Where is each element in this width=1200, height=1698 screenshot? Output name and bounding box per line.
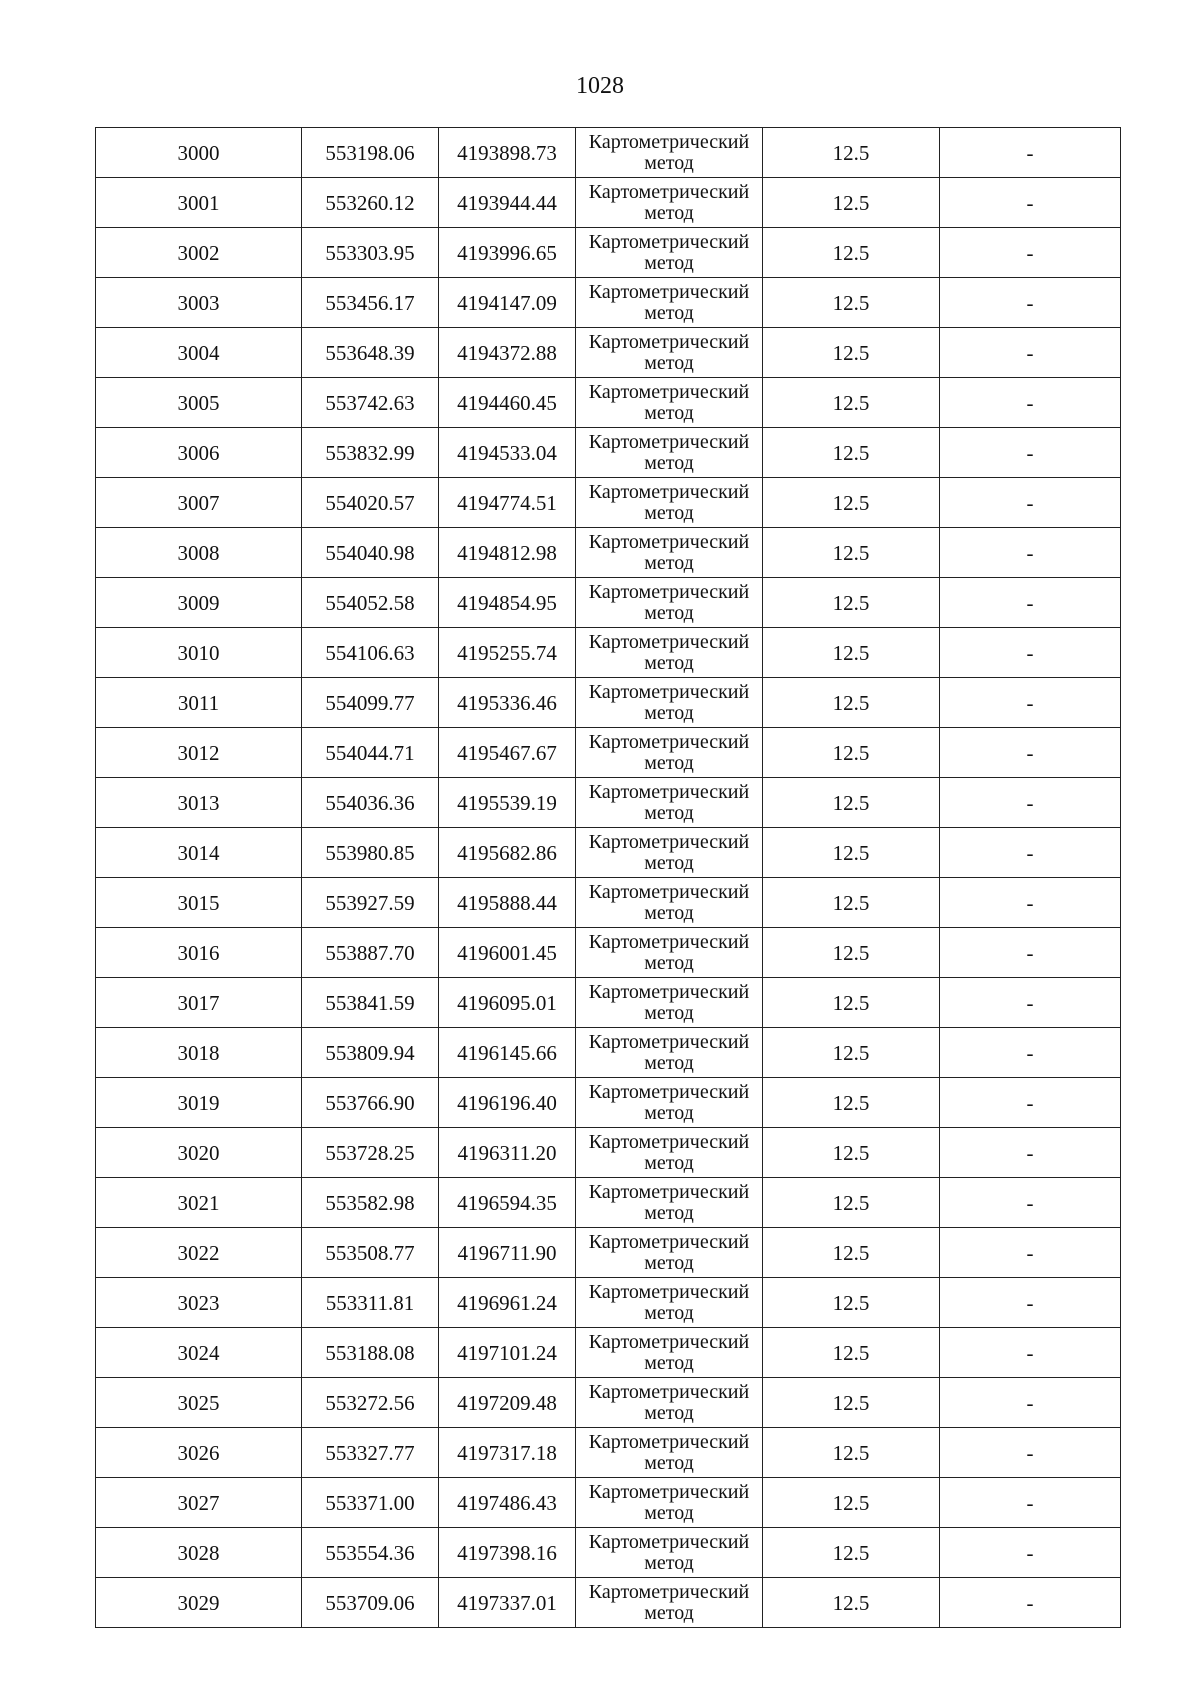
- x-coordinate-cell: 553188.08: [302, 1328, 439, 1378]
- table-row: [96, 1428, 1121, 1478]
- x-coordinate-cell: 553648.39: [302, 328, 439, 378]
- method-line-2: метод: [644, 1251, 694, 1274]
- y-coordinate-cell: 4194812.98: [439, 528, 576, 578]
- accuracy-cell: 12.5: [763, 1528, 940, 1578]
- method-line-2: метод: [644, 1101, 694, 1124]
- method-cell: [576, 328, 763, 378]
- table-row: [96, 578, 1121, 628]
- method-line-2: метод: [644, 1401, 694, 1424]
- y-coordinate-cell: 4196095.01: [439, 978, 576, 1028]
- method-line-1: Картометрический: [588, 1080, 750, 1103]
- accuracy-cell: 12.5: [763, 1278, 940, 1328]
- point-number-cell: 3004: [96, 328, 302, 378]
- note-cell: -: [940, 378, 1121, 428]
- method-cell: [576, 1328, 763, 1378]
- point-number-cell: 3010: [96, 628, 302, 678]
- method-line-1: Картометрический: [588, 1580, 750, 1603]
- x-coordinate-cell: 553311.81: [302, 1278, 439, 1328]
- y-coordinate-cell: 4195336.46: [439, 678, 576, 728]
- point-number-cell: 3028: [96, 1528, 302, 1578]
- method-cell: [576, 1128, 763, 1178]
- method-line-1: Картометрический: [588, 1430, 750, 1453]
- accuracy-cell: 12.5: [763, 1178, 940, 1228]
- table-row: [96, 828, 1121, 878]
- method-line-1: Картометрический: [588, 1030, 750, 1053]
- accuracy-cell: 12.5: [763, 778, 940, 828]
- method-line-2: метод: [644, 1151, 694, 1174]
- accuracy-cell: 12.5: [763, 878, 940, 928]
- table-row: [96, 328, 1121, 378]
- accuracy-cell: 12.5: [763, 428, 940, 478]
- method-line-1: Картометрический: [588, 330, 750, 353]
- y-coordinate-cell: 4195467.67: [439, 728, 576, 778]
- accuracy-cell: 12.5: [763, 1478, 940, 1528]
- accuracy-cell: 12.5: [763, 978, 940, 1028]
- point-number-cell: 3001: [96, 178, 302, 228]
- point-number-cell: 3026: [96, 1428, 302, 1478]
- point-number-cell: 3014: [96, 828, 302, 878]
- method-cell: [576, 1278, 763, 1328]
- method-line-1: Картометрический: [588, 530, 750, 553]
- x-coordinate-cell: 553303.95: [302, 228, 439, 278]
- y-coordinate-cell: 4194372.88: [439, 328, 576, 378]
- point-number-cell: 3011: [96, 678, 302, 728]
- method-line-2: метод: [644, 1001, 694, 1024]
- point-number-cell: 3027: [96, 1478, 302, 1528]
- method-line-2: метод: [644, 401, 694, 424]
- point-number-cell: 3015: [96, 878, 302, 928]
- method-line-1: Картометрический: [588, 1330, 750, 1353]
- x-coordinate-cell: 553582.98: [302, 1178, 439, 1228]
- accuracy-cell: 12.5: [763, 278, 940, 328]
- accuracy-cell: 12.5: [763, 1328, 940, 1378]
- accuracy-cell: 12.5: [763, 928, 940, 978]
- table-row: [96, 1178, 1121, 1228]
- method-cell: [576, 678, 763, 728]
- method-line-2: метод: [644, 1501, 694, 1524]
- y-coordinate-cell: 4194854.95: [439, 578, 576, 628]
- y-coordinate-cell: 4196594.35: [439, 1178, 576, 1228]
- x-coordinate-cell: 554036.36: [302, 778, 439, 828]
- point-number-cell: 3018: [96, 1028, 302, 1078]
- note-cell: -: [940, 178, 1121, 228]
- method-cell: [576, 278, 763, 328]
- x-coordinate-cell: 553728.25: [302, 1128, 439, 1178]
- y-coordinate-cell: 4195255.74: [439, 628, 576, 678]
- accuracy-cell: 12.5: [763, 378, 940, 428]
- note-cell: -: [940, 1428, 1121, 1478]
- method-line-1: Картометрический: [588, 180, 750, 203]
- table-row: [96, 1578, 1121, 1628]
- x-coordinate-cell: 553742.63: [302, 378, 439, 428]
- note-cell: -: [940, 778, 1121, 828]
- method-line-2: метод: [644, 1351, 694, 1374]
- method-cell: [576, 1178, 763, 1228]
- method-line-2: метод: [644, 1051, 694, 1074]
- note-cell: -: [940, 428, 1121, 478]
- note-cell: -: [940, 1078, 1121, 1128]
- y-coordinate-cell: 4197337.01: [439, 1578, 576, 1628]
- table-row: [96, 1278, 1121, 1328]
- method-line-1: Картометрический: [588, 1180, 750, 1203]
- accuracy-cell: 12.5: [763, 1078, 940, 1128]
- method-line-2: метод: [644, 751, 694, 774]
- note-cell: -: [940, 628, 1121, 678]
- accuracy-cell: 12.5: [763, 1228, 940, 1278]
- table-row: [96, 428, 1121, 478]
- x-coordinate-cell: 553980.85: [302, 828, 439, 878]
- method-line-1: Картометрический: [588, 1280, 750, 1303]
- table-row: [96, 1528, 1121, 1578]
- note-cell: -: [940, 1178, 1121, 1228]
- note-cell: -: [940, 1028, 1121, 1078]
- method-line-1: Картометрический: [588, 780, 750, 803]
- table-row: [96, 378, 1121, 428]
- method-cell: [576, 628, 763, 678]
- method-line-1: Картометрический: [588, 980, 750, 1003]
- note-cell: -: [940, 1578, 1121, 1628]
- point-number-cell: 3012: [96, 728, 302, 778]
- note-cell: -: [940, 578, 1121, 628]
- method-cell: [576, 478, 763, 528]
- point-number-cell: 3023: [96, 1278, 302, 1328]
- method-line-2: метод: [644, 601, 694, 624]
- accuracy-cell: 12.5: [763, 678, 940, 728]
- method-line-2: метод: [644, 1201, 694, 1224]
- method-line-1: Картометрический: [588, 580, 750, 603]
- page-number: 1028: [576, 73, 624, 99]
- method-cell: [576, 428, 763, 478]
- method-line-1: Картометрический: [588, 630, 750, 653]
- method-line-2: метод: [644, 451, 694, 474]
- method-line-2: метод: [644, 201, 694, 224]
- y-coordinate-cell: 4194774.51: [439, 478, 576, 528]
- method-cell: [576, 1378, 763, 1428]
- method-line-1: Картометрический: [588, 880, 750, 903]
- y-coordinate-cell: 4194460.45: [439, 378, 576, 428]
- accuracy-cell: 12.5: [763, 1128, 940, 1178]
- x-coordinate-cell: 553709.06: [302, 1578, 439, 1628]
- accuracy-cell: 12.5: [763, 478, 940, 528]
- table-row: [96, 478, 1121, 528]
- method-line-1: Картометрический: [588, 280, 750, 303]
- method-line-1: Картометрический: [588, 730, 750, 753]
- y-coordinate-cell: 4197317.18: [439, 1428, 576, 1478]
- point-number-cell: 3016: [96, 928, 302, 978]
- point-number-cell: 3009: [96, 578, 302, 628]
- y-coordinate-cell: 4195682.86: [439, 828, 576, 878]
- method-line-1: Картометрический: [588, 1480, 750, 1503]
- method-cell: [576, 928, 763, 978]
- accuracy-cell: 12.5: [763, 1578, 940, 1628]
- x-coordinate-cell: 553809.94: [302, 1028, 439, 1078]
- accuracy-cell: 12.5: [763, 828, 940, 878]
- table-row: [96, 928, 1121, 978]
- table-row: [96, 1478, 1121, 1528]
- accuracy-cell: 12.5: [763, 1378, 940, 1428]
- table-row: [96, 178, 1121, 228]
- x-coordinate-cell: 553327.77: [302, 1428, 439, 1478]
- method-line-2: метод: [644, 901, 694, 924]
- y-coordinate-cell: 4197209.48: [439, 1378, 576, 1428]
- method-line-1: Картометрический: [588, 1530, 750, 1553]
- method-cell: [576, 1228, 763, 1278]
- accuracy-cell: 12.5: [763, 228, 940, 278]
- method-cell: [576, 778, 763, 828]
- table-row: [96, 878, 1121, 928]
- table-row: [96, 1078, 1121, 1128]
- method-line-2: метод: [644, 1551, 694, 1574]
- x-coordinate-cell: 553508.77: [302, 1228, 439, 1278]
- x-coordinate-cell: 554052.58: [302, 578, 439, 628]
- point-number-cell: 3008: [96, 528, 302, 578]
- method-line-1: Картометрический: [588, 130, 750, 153]
- method-cell: [576, 378, 763, 428]
- method-line-2: метод: [644, 151, 694, 174]
- method-cell: [576, 1528, 763, 1578]
- method-line-1: Картометрический: [588, 1380, 750, 1403]
- method-line-1: Картометрический: [588, 680, 750, 703]
- method-cell: [576, 878, 763, 928]
- note-cell: -: [940, 528, 1121, 578]
- method-cell: [576, 1078, 763, 1128]
- method-cell: [576, 1028, 763, 1078]
- y-coordinate-cell: 4195539.19: [439, 778, 576, 828]
- table-row: [96, 1028, 1121, 1078]
- note-cell: -: [940, 478, 1121, 528]
- method-line-1: Картометрический: [588, 480, 750, 503]
- method-cell: [576, 178, 763, 228]
- table-row: [96, 1378, 1121, 1428]
- table-row: [96, 628, 1121, 678]
- y-coordinate-cell: 4196961.24: [439, 1278, 576, 1328]
- method-line-1: Картометрический: [588, 1230, 750, 1253]
- x-coordinate-cell: 553456.17: [302, 278, 439, 328]
- table-row: [96, 278, 1121, 328]
- point-number-cell: 3022: [96, 1228, 302, 1278]
- method-line-1: Картометрический: [588, 1130, 750, 1153]
- accuracy-cell: 12.5: [763, 1428, 940, 1478]
- accuracy-cell: 12.5: [763, 128, 940, 178]
- note-cell: -: [940, 878, 1121, 928]
- y-coordinate-cell: 4194533.04: [439, 428, 576, 478]
- x-coordinate-cell: 553841.59: [302, 978, 439, 1028]
- point-number-cell: 3007: [96, 478, 302, 528]
- note-cell: -: [940, 1478, 1121, 1528]
- method-cell: [576, 978, 763, 1028]
- method-line-1: Картометрический: [588, 380, 750, 403]
- point-number-cell: 3029: [96, 1578, 302, 1628]
- x-coordinate-cell: 553554.36: [302, 1528, 439, 1578]
- accuracy-cell: 12.5: [763, 528, 940, 578]
- y-coordinate-cell: 4197398.16: [439, 1528, 576, 1578]
- method-line-1: Картометрический: [588, 430, 750, 453]
- method-cell: [576, 128, 763, 178]
- y-coordinate-cell: 4194147.09: [439, 278, 576, 328]
- y-coordinate-cell: 4193944.44: [439, 178, 576, 228]
- point-number-cell: 3017: [96, 978, 302, 1028]
- note-cell: -: [940, 978, 1121, 1028]
- note-cell: -: [940, 1378, 1121, 1428]
- point-number-cell: 3025: [96, 1378, 302, 1428]
- x-coordinate-cell: 553832.99: [302, 428, 439, 478]
- note-cell: -: [940, 1128, 1121, 1178]
- method-line-1: Картометрический: [588, 830, 750, 853]
- table-row: [96, 778, 1121, 828]
- method-cell: [576, 578, 763, 628]
- note-cell: -: [940, 278, 1121, 328]
- y-coordinate-cell: 4195888.44: [439, 878, 576, 928]
- y-coordinate-cell: 4196196.40: [439, 1078, 576, 1128]
- table-row: [96, 728, 1121, 778]
- method-line-2: метод: [644, 1301, 694, 1324]
- y-coordinate-cell: 4196311.20: [439, 1128, 576, 1178]
- y-coordinate-cell: 4193996.65: [439, 228, 576, 278]
- x-coordinate-cell: 554106.63: [302, 628, 439, 678]
- note-cell: -: [940, 678, 1121, 728]
- table-row: [96, 1128, 1121, 1178]
- coordinates-table: [95, 127, 1121, 1628]
- table-row: [96, 1228, 1121, 1278]
- x-coordinate-cell: 553260.12: [302, 178, 439, 228]
- x-coordinate-cell: 554044.71: [302, 728, 439, 778]
- coordinates-table-body: [96, 128, 1121, 1628]
- point-number-cell: 3020: [96, 1128, 302, 1178]
- method-line-2: метод: [644, 651, 694, 674]
- method-line-2: метод: [644, 1601, 694, 1624]
- table-row: [96, 1328, 1121, 1378]
- method-line-2: метод: [644, 701, 694, 724]
- method-line-2: метод: [644, 951, 694, 974]
- table-row: [96, 128, 1121, 178]
- x-coordinate-cell: 553272.56: [302, 1378, 439, 1428]
- point-number-cell: 3019: [96, 1078, 302, 1128]
- point-number-cell: 3005: [96, 378, 302, 428]
- y-coordinate-cell: 4196711.90: [439, 1228, 576, 1278]
- accuracy-cell: 12.5: [763, 628, 940, 678]
- accuracy-cell: 12.5: [763, 578, 940, 628]
- y-coordinate-cell: 4193898.73: [439, 128, 576, 178]
- method-cell: [576, 1478, 763, 1528]
- accuracy-cell: 12.5: [763, 728, 940, 778]
- method-line-1: Картометрический: [588, 930, 750, 953]
- table-row: [96, 228, 1121, 278]
- method-cell: [576, 528, 763, 578]
- method-line-2: метод: [644, 301, 694, 324]
- y-coordinate-cell: 4196145.66: [439, 1028, 576, 1078]
- x-coordinate-cell: 554020.57: [302, 478, 439, 528]
- method-cell: [576, 228, 763, 278]
- method-line-2: метод: [644, 551, 694, 574]
- note-cell: -: [940, 1528, 1121, 1578]
- note-cell: -: [940, 928, 1121, 978]
- accuracy-cell: 12.5: [763, 1028, 940, 1078]
- method-line-2: метод: [644, 501, 694, 524]
- note-cell: -: [940, 1328, 1121, 1378]
- point-number-cell: 3013: [96, 778, 302, 828]
- point-number-cell: 3002: [96, 228, 302, 278]
- method-line-2: метод: [644, 1451, 694, 1474]
- point-number-cell: 3000: [96, 128, 302, 178]
- accuracy-cell: 12.5: [763, 178, 940, 228]
- method-line-2: метод: [644, 801, 694, 824]
- x-coordinate-cell: 553927.59: [302, 878, 439, 928]
- table-row: [96, 528, 1121, 578]
- point-number-cell: 3024: [96, 1328, 302, 1378]
- note-cell: -: [940, 728, 1121, 778]
- note-cell: -: [940, 128, 1121, 178]
- table-row: [96, 978, 1121, 1028]
- point-number-cell: 3021: [96, 1178, 302, 1228]
- method-line-2: метод: [644, 251, 694, 274]
- x-coordinate-cell: 553198.06: [302, 128, 439, 178]
- note-cell: -: [940, 1278, 1121, 1328]
- note-cell: -: [940, 228, 1121, 278]
- method-line-1: Картометрический: [588, 230, 750, 253]
- y-coordinate-cell: 4196001.45: [439, 928, 576, 978]
- note-cell: -: [940, 828, 1121, 878]
- note-cell: -: [940, 1228, 1121, 1278]
- x-coordinate-cell: 553887.70: [302, 928, 439, 978]
- method-line-2: метод: [644, 351, 694, 374]
- method-cell: [576, 728, 763, 778]
- y-coordinate-cell: 4197486.43: [439, 1478, 576, 1528]
- table-row: [96, 678, 1121, 728]
- y-coordinate-cell: 4197101.24: [439, 1328, 576, 1378]
- note-cell: -: [940, 328, 1121, 378]
- x-coordinate-cell: 554040.98: [302, 528, 439, 578]
- point-number-cell: 3003: [96, 278, 302, 328]
- method-cell: [576, 828, 763, 878]
- x-coordinate-cell: 553766.90: [302, 1078, 439, 1128]
- accuracy-cell: 12.5: [763, 328, 940, 378]
- method-cell: [576, 1578, 763, 1628]
- x-coordinate-cell: 553371.00: [302, 1478, 439, 1528]
- method-cell: [576, 1428, 763, 1478]
- method-line-2: метод: [644, 851, 694, 874]
- x-coordinate-cell: 554099.77: [302, 678, 439, 728]
- point-number-cell: 3006: [96, 428, 302, 478]
